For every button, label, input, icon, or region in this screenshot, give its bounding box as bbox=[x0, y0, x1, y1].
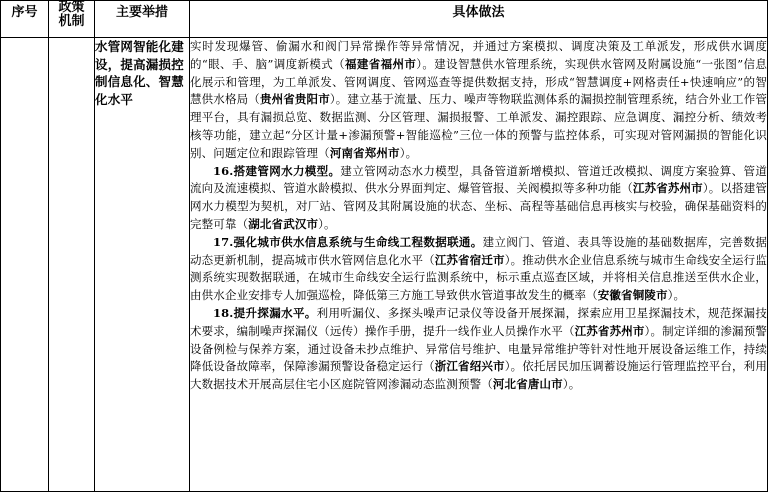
text-span: ）。以搭建管网水力模型为契机，对厂站、管网及其附属设施的状态、坐标、高程等基础信息再核实与校验，确保基础资料的完整可靠（ bbox=[190, 181, 768, 231]
text-span: ）。依托居民加压调蓄设施运行管理监控平台，利用大数据技术开展高层住宅小区庭院管网渗漏动态监测预警（ bbox=[190, 359, 767, 392]
location-label: 河南省郑州市 bbox=[329, 145, 400, 160]
location-label: 浙江省绍兴市 bbox=[434, 359, 505, 374]
practice-cell bbox=[190, 38, 768, 492]
location-label: 河北省唐山市 bbox=[492, 377, 563, 392]
header-policy-mechanism bbox=[49, 1, 95, 38]
location-label: 江苏省苏州市 bbox=[574, 323, 645, 338]
practice-paragraph bbox=[190, 305, 767, 394]
mechanism-cell bbox=[49, 38, 95, 492]
seq-cell bbox=[1, 38, 49, 492]
measure-cell: 水管网智能化建设，提高漏损控制信息化、智慧化水平 bbox=[95, 38, 190, 492]
text-span: ）。建设智慧供水管理系统，实现供水管网及附属设施“一张图”信息化展示和管理，为工单派发、管网调度、管网巡查等提供数据支持，形成“智慧调度+网格责任+快速响应”的智慧供水格局（ bbox=[190, 56, 768, 107]
measure-heading: 17.强化城市供水信息系统与生命线工程数据联通。 bbox=[213, 234, 483, 249]
text-span: ）。 bbox=[318, 216, 336, 231]
header-row bbox=[1, 1, 768, 38]
header-policy-line2: 机制 bbox=[58, 14, 85, 29]
text-span: 利用听漏仪、多探头噪声记录仪等设备开展探漏，探索应用卫星探漏技术，规范探漏技术要求，编制噪声探漏仪（远传）操作手册，提升一线作业人员操作水平（ bbox=[190, 305, 767, 338]
header-specific-practices: 具体做法 bbox=[190, 1, 768, 38]
text-span: ）。建立基于流量、压力、噪声等物联监测体系的漏损控制管理系统，结合外业工作管理平台，具有漏损总览、数据监测、分区管理、漏损报警、工单派发、漏控跟踪、应急调度、漏控分析、绩效考核等功能，建立起“分区计量+渗漏预警+智能巡检”三位一体的预警与监控体系，可实现对管网漏损的智能化识别、问题定位和跟踪管理（ bbox=[190, 92, 767, 160]
header-policy-line1: 政策 bbox=[58, 0, 85, 15]
text-span: 建立阀门、管道、表具等设施的基础数据库，完善数据动态更新机制，提高城市供水管网信息化水平（ bbox=[190, 234, 767, 267]
practice-paragraph bbox=[190, 234, 767, 305]
header-seq: 序号 bbox=[1, 1, 49, 38]
measure-heading: 16.搭建管网水力模型。 bbox=[213, 163, 341, 178]
text-span: ）。推动供水企业信息系统与城市生命线安全运行监测系统实现数据联通，在城市生命线安全运行监测系统中，标示重点巡查区域，并将相关信息推送至供水企业，由供水企业安排专人加强巡检，降低第三方施工导致供水管道事故发生的概率（ bbox=[190, 252, 767, 303]
text-span: 实时发现爆管、偷漏水和阀门异常操作等异常情况，并通过方案模拟、调度决策及工单派发，形成供水调度的“眼、手、脑”调度新模式（ bbox=[190, 39, 767, 71]
text-span: ）。制定详细的渗漏预警设备例检与保养方案，通过设备未抄点维护、异常信号维护、电量异常维护等针对性地开展设备运维工作，持续降低设备故障率，保障渗漏预警设备稳定运行（ bbox=[190, 323, 767, 374]
text-span: ）。 bbox=[399, 145, 418, 160]
table-row bbox=[1, 38, 768, 492]
measure-heading: 18.提升探漏水平。 bbox=[213, 305, 317, 320]
location-label: 湖北省武汉市 bbox=[248, 216, 319, 231]
location-label: 福建省福州市 bbox=[344, 56, 417, 71]
text-span: ）。 bbox=[562, 377, 581, 392]
practice-paragraph bbox=[190, 163, 767, 234]
location-label: 江苏省宿迁市 bbox=[434, 252, 505, 267]
text-span: ）。 bbox=[667, 288, 686, 303]
header-main-measures: 主要举措 bbox=[95, 1, 190, 38]
location-label: 贵州省贵阳市 bbox=[259, 92, 330, 107]
location-label: 安徽省铜陵市 bbox=[597, 288, 668, 303]
text-span: 建立管网动态水力模型，具备管道新增模拟、管道迁改模拟、调度方案验算、管道流向及流速模拟、管道水龄模拟、供水分界面判定、爆管管报、关阀模拟等多种功能（ bbox=[190, 163, 767, 196]
location-label: 江苏省苏州市 bbox=[632, 181, 703, 196]
practice-paragraph bbox=[190, 38, 767, 163]
